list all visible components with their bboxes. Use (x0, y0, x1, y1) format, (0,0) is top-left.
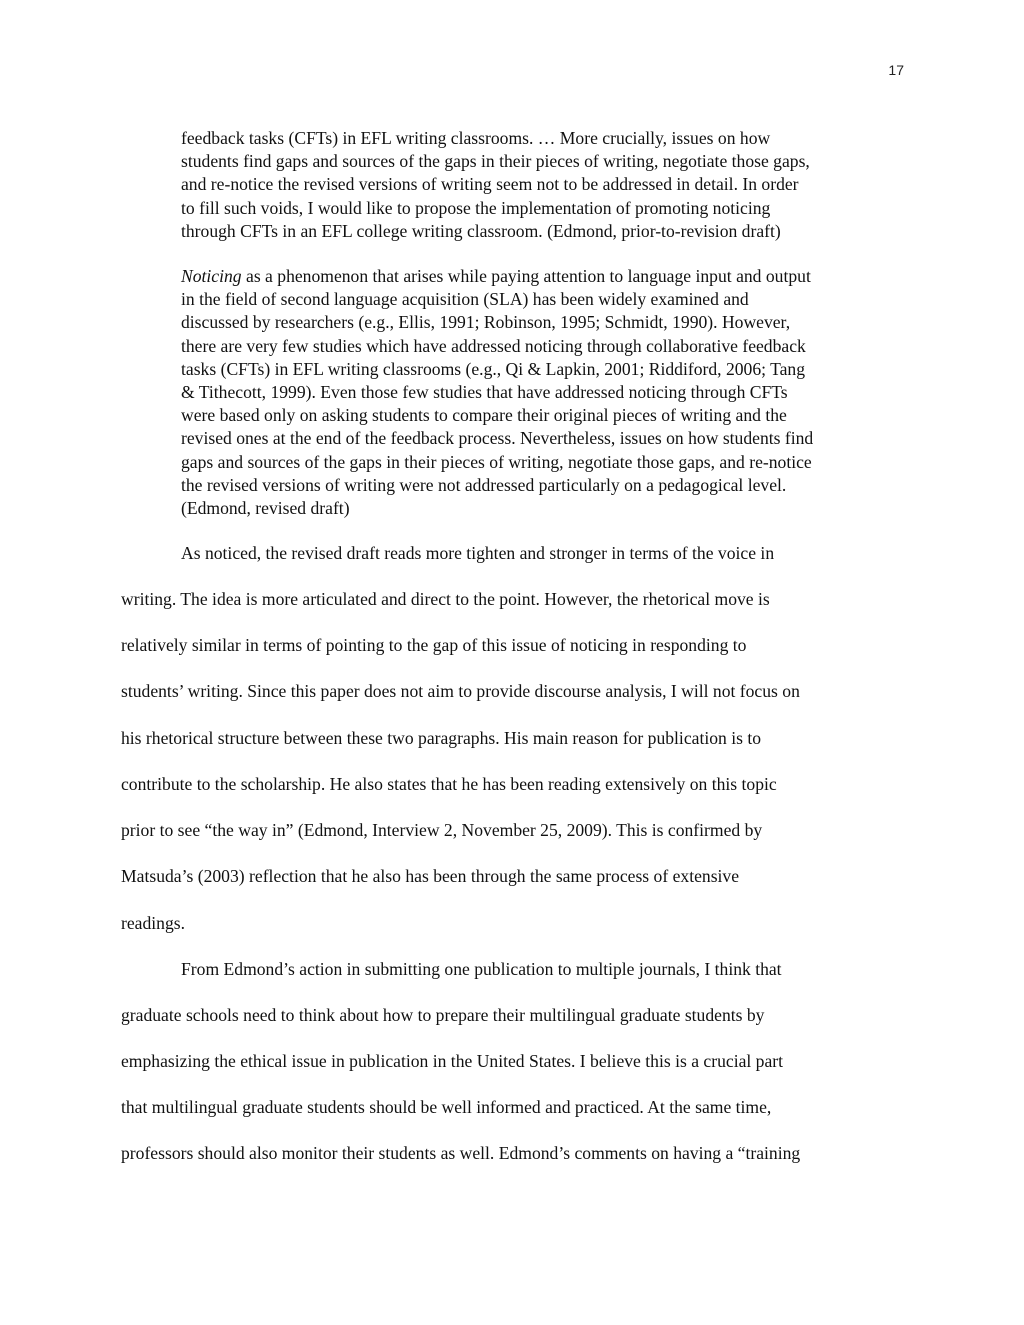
quote-line: were based only on asking students to compare their original pieces of writing and the (181, 405, 787, 426)
quote-line: students find gaps and sources of the gaps in their pieces of writing, negotiate those gaps, (181, 151, 810, 172)
body-line: contribute to the scholarship. He also states that he has been reading extensively on this topic (121, 774, 777, 794)
quote-line: through CFTs in an EFL college writing classroom. (Edmond, prior-to-revision draft) (181, 220, 781, 241)
block-quote-revised-draft (181, 265, 905, 520)
body-line: prior to see “the way in” (Edmond, Interview 2, November 25, 2009). This is confirmed by (121, 820, 763, 840)
quote-line-rest: as a phenomenon that arises while paying attention to language input and output (241, 266, 811, 286)
body-line: writing. The idea is more articulated and direct to the point. However, the rhetorical move is (121, 589, 770, 609)
quote-line: feedback tasks (CFTs) in EFL writing classrooms. … More crucially, issues on how (181, 128, 771, 148)
quote-line: in the field of second language acquisition (SLA) has been widely examined and (181, 289, 749, 310)
quote-line: tasks (CFTs) in EFL writing classrooms (e.g., Qi & Lapkin, 2001; Riddiford, 2006; Tang (181, 358, 806, 379)
body-line: his rhetorical structure between these two paragraphs. His main reason for publication is to (121, 728, 762, 748)
body-line: that multilingual graduate students should be well informed and practiced. At the same time, (121, 1097, 772, 1117)
body-line: relatively similar in terms of pointing to the gap of this issue of noticing in responding to (121, 635, 747, 655)
quote-line: discussed by researchers (e.g., Ellis, 1991; Robinson, 1995; Schmidt, 1990). However, (181, 312, 791, 333)
body-line: graduate schools need to think about how to prepare their multilingual graduate students by (121, 1005, 765, 1025)
body-line: emphasizing the ethical issue in publication in the United States. I believe this is a crucial part (121, 1051, 784, 1071)
quote-line (181, 265, 905, 288)
body-line: From Edmond’s action in submitting one publication to multiple journals, I think that (181, 959, 782, 979)
body-line: professors should also monitor their students as well. Edmond’s comments on having a “training (121, 1143, 801, 1163)
quote-line: there are very few studies which have addressed noticing through collaborative feedback (181, 335, 806, 356)
body-line: students’ writing. Since this paper does not aim to provide discourse analysis, I will not focus on (121, 681, 800, 701)
quote-line: and re-notice the revised versions of writing seem not to be addressed in detail. In order (181, 174, 799, 195)
quote-line: the revised versions of writing were not addressed particularly on a pedagogical level. (181, 474, 787, 495)
body-line: readings. (121, 913, 186, 933)
quote-line: (Edmond, revised draft) (181, 498, 350, 519)
block-quote-prior-draft (181, 127, 905, 243)
quote-line: to fill such voids, I would like to propose the implementation of promoting noticing (181, 197, 771, 218)
body-line: Matsuda’s (2003) reflection that he also has been through the same process of extensive (121, 866, 740, 886)
italic-term: Noticing (181, 266, 242, 286)
body-line: As noticed, the revised draft reads more tighten and stronger in terms of the voice in (181, 543, 775, 563)
page-number: 17 (888, 62, 904, 78)
quote-line: & Tithecott, 1999). Even those few studies that have addressed noticing through CFTs (181, 382, 788, 403)
quote-line: revised ones at the end of the feedback process. Nevertheless, issues on how students find (181, 428, 814, 449)
quote-line: gaps and sources of the gaps in their pieces of writing, negotiate those gaps, and re-notice (181, 451, 812, 472)
